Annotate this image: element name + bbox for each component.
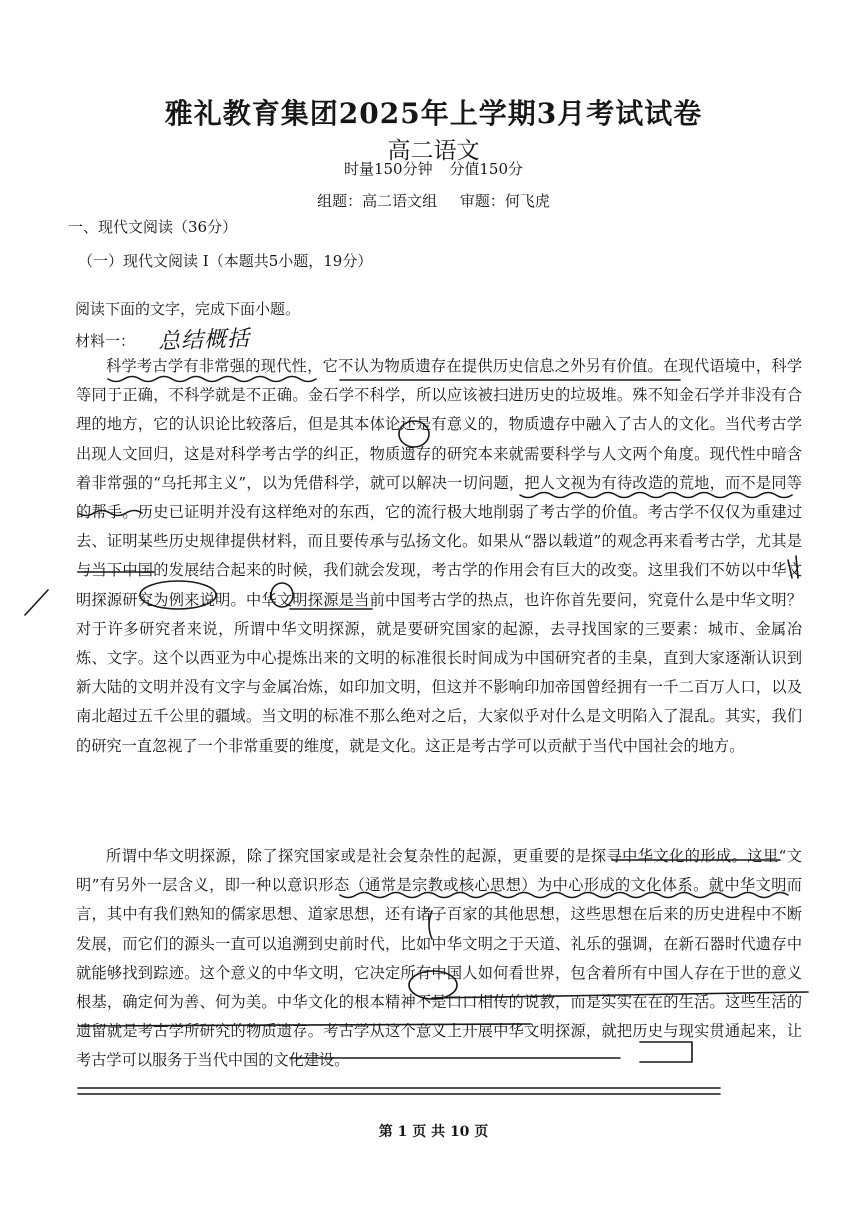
passage-paragraph-2: 所谓中华文明探源，除了探究国家或是社会复杂性的起源，更重要的是探寻中华文化的形成。这里“文明”有另外一层含义，即一种以意识形态（通常是宗教或核心思想）为中心形成的文化体系。就中华文明而言，其中有我们熟知的儒家思想、道家思想，还有诸子百家的其他思想，这些思想在后来的历史进程中不断发展，而它们的源头一直可以追溯到史前时代，比如中华文明之于天道、礼乐的强调，在新石器时代遗存中就能够找到踪迹。这个意义的中华文明，它决定所有中国人如何看世界，包含着所有中国人存在于世的意义根基，确定何为善、何为美。中华文化的根本精神不是口口相传的说教，而是实实在在的生活。这些生活的遗留就是考古学所研究的物质遗存。考古学从这个意义上开展中华文明探源，就把历史与现实贯通起来，让考古学可以服务于当代中国的文化建设。 <box>76 847 802 1070</box>
exam-meta <box>0 158 867 179</box>
instruction-text: 阅读下面的文字，完成下面小题。 <box>75 300 301 318</box>
setter-line <box>0 190 867 211</box>
page-number: 第 1 页 共 10 页 <box>378 1124 489 1140</box>
score-text: 分值150分 <box>449 160 524 178</box>
setter-text: 组题：高二语文组 <box>317 192 438 210</box>
subject-title: 高二语文 <box>387 138 480 164</box>
margin-mark-left <box>25 590 48 615</box>
duration-text: 时量150分钟 <box>343 160 433 178</box>
material-label: 材料一： <box>75 332 136 350</box>
section-heading: 一、现代文阅读（36分） <box>68 218 238 236</box>
subsection-heading: （一）现代文阅读 I（本题共5小题，19分） <box>78 252 373 270</box>
reviewer-text: 审题：何飞虎 <box>459 192 550 210</box>
exam-title: 雅礼教育集团2025年上学期3月考试试卷 <box>164 97 703 130</box>
handwritten-note: 总结概括 <box>157 326 251 355</box>
passage-paragraph-1: 科学考古学有非常强的现代性，它不认为物质遗存在提供历史信息之外另有价值。在现代语境中，科学等同于正确，不科学就是不正确。金石学不科学，所以应该被扫进历史的垃圾堆。殊不知金石学并非没有合理的地方，它的认识论比较落后，但是其本体论还是有意义的，物质遗存中融入了古人的文化。当代考古学出现人文回归，这是对科学考古学的纠正，物质遗存的研究本来就需要科学与人文两个角度。现代性中暗含着非常强的“乌托邦主义”，以为凭借科学，就可以解决一切问题，把人文视为有待改造的荒地，而不是同等的帮手。历史已证明并没有这样绝对的东西，它的流行极大地削弱了考古学的价值。考古学不仅仅为重建过去、证明某些历史规律提供材料，而且要传承与弘扬文化。如果从“器以载道”的观念再来看考古学，尤其是与当下中国的发展结合起来的时候，我们就会发现，考古学的作用会有巨大的改变。这里我们不妨以中华文明探源研究为例来说明。中华文明探源是当前中国考古学的热点，也许你首先要问，究竟什么是中华文明？对于许多研究者来说，所谓中华文明探源，就是要研究国家的起源，去寻找国家的三要素：城市、金属冶炼、文字。这个以西亚为中心提炼出来的文明的标准很长时间成为中国研究者的圭臬，直到大家逐渐认识到新大陆的文明并没有文字与金属冶炼，如印加文明，但这并不影响印加帝国曾经拥有一千二百万人口，以及南北超过五千公里的疆域。当文明的标准不那么绝对之后，大家似乎对什么是文明陷入了混乱。其实，我们的研究一直忽视了一个非常重要的维度，就是文化。这正是考古学可以贡献于当代中国社会的地方。 <box>76 357 802 755</box>
